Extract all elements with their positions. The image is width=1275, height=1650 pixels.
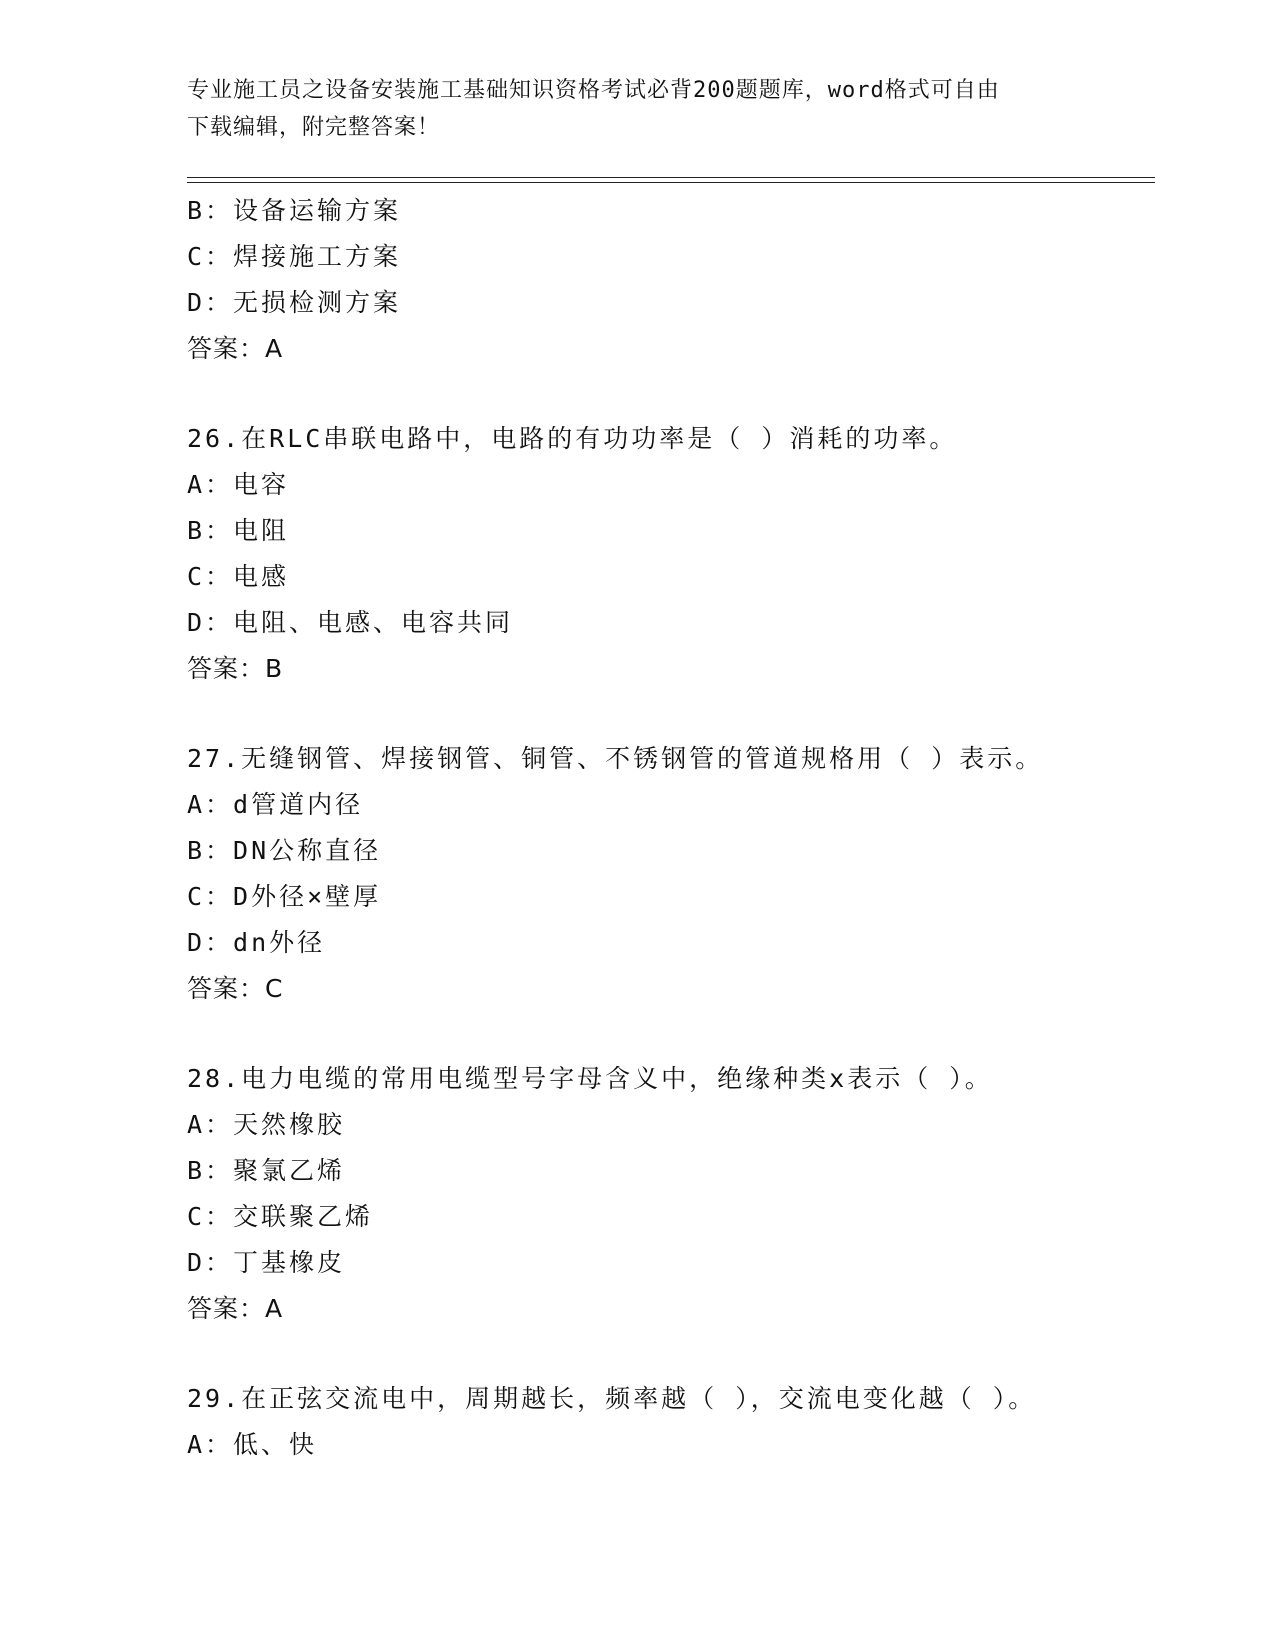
spacer: [187, 692, 1155, 736]
question-block-26: [187, 416, 1155, 692]
option-d: D：无损检测方案: [187, 288, 402, 317]
option-d: D：丁基橡皮: [187, 1248, 346, 1277]
option-d: D：电阻、电感、电容共同: [187, 608, 514, 637]
header-title-line-2: 下载编辑，附完整答案！: [187, 115, 441, 140]
question-text: 26.在RLC串联电路中，电路的有功功率是（ ）消耗的功率。: [187, 424, 958, 453]
option-a: A：d管道内径: [187, 790, 364, 819]
question-block-25: [187, 188, 1155, 372]
question-text: 29.在正弦交流电中，周期越长，频率越（ ），交流电变化越（ ）。: [187, 1384, 1037, 1413]
option-c: C：D外径×壁厚: [187, 882, 382, 911]
option-b: B：设备运输方案: [187, 196, 402, 225]
option-c: C：交联聚乙烯: [187, 1202, 374, 1231]
option-b: B：DN公称直径: [187, 836, 382, 865]
question-block-27: [187, 736, 1155, 1012]
spacer: [187, 372, 1155, 416]
question-block-28: [187, 1056, 1155, 1332]
option-b: B：聚氯乙烯: [187, 1156, 346, 1185]
question-list: [187, 188, 1155, 1468]
option-b: B：电阻: [187, 516, 290, 545]
question-block-29: [187, 1376, 1155, 1468]
answer-line: 答案：A: [187, 334, 284, 363]
header-divider-bottom: [187, 182, 1155, 183]
answer-line: 答案：B: [187, 654, 284, 683]
option-a: A：天然橡胶: [187, 1110, 346, 1139]
page-header: [187, 72, 1077, 146]
question-text: 28.电力电缆的常用电缆型号字母含义中，绝缘种类x表示（ ）。: [187, 1064, 993, 1093]
answer-line: 答案：A: [187, 1294, 284, 1323]
option-a: A：低、快: [187, 1430, 318, 1459]
spacer: [187, 1012, 1155, 1056]
header-title-line-1: 专业施工员之设备安装施工基础知识资格考试必背200题题库，word格式可自由: [187, 78, 1000, 103]
option-c: C：电感: [187, 562, 290, 591]
header-divider-top: [187, 177, 1155, 178]
option-d: D：dn外径: [187, 928, 326, 957]
option-a: A：电容: [187, 470, 290, 499]
spacer: [187, 1332, 1155, 1376]
answer-line: 答案：C: [187, 974, 284, 1003]
question-text: 27.无缝钢管、焊接钢管、铜管、不锈钢管的管道规格用（ ）表示。: [187, 744, 1044, 773]
option-c: C：焊接施工方案: [187, 242, 402, 271]
